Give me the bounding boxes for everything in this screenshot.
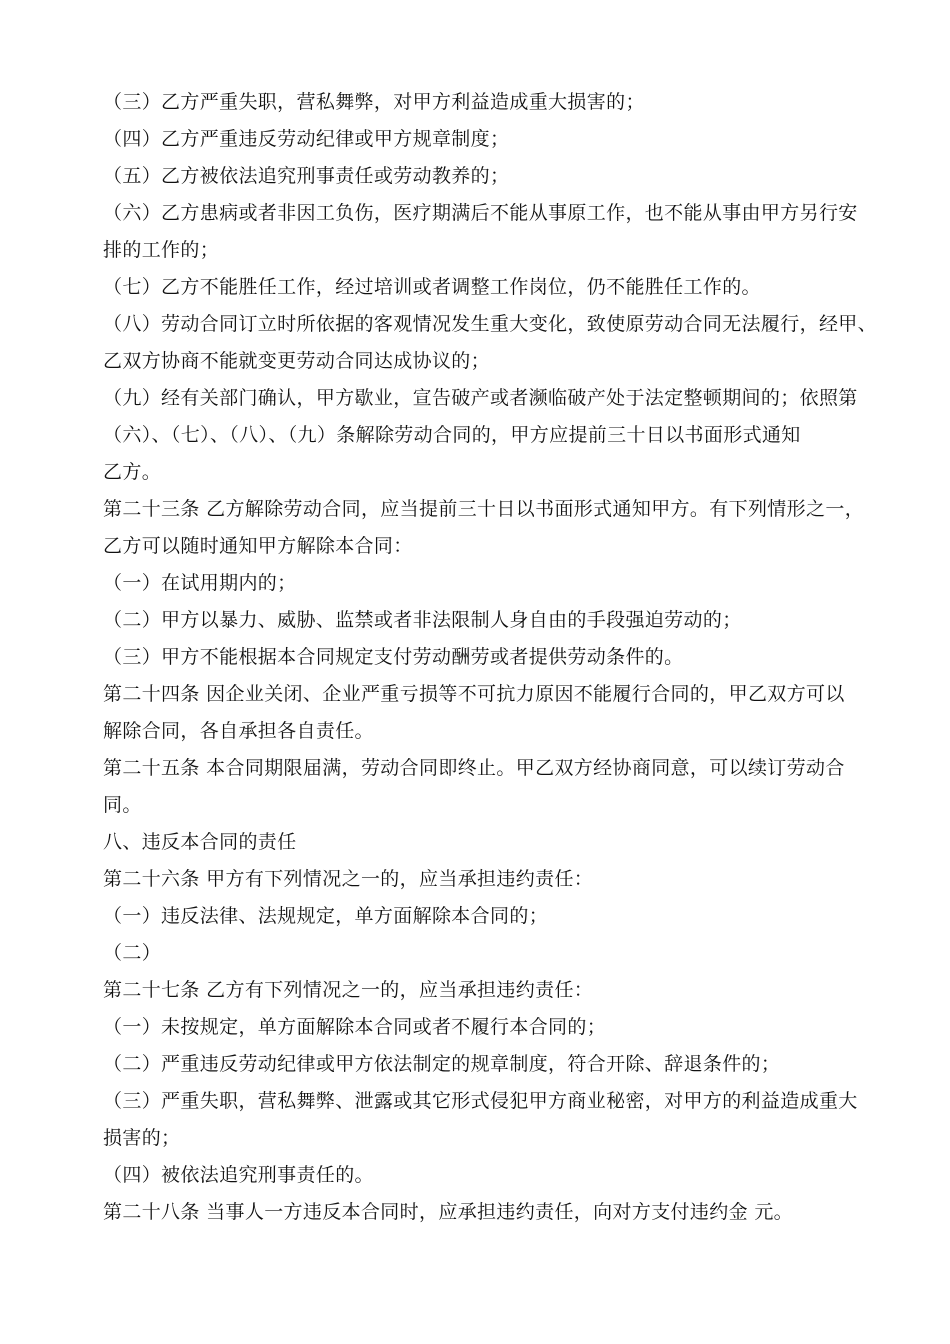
text-line: （四）被依法追究刑事责任的。 bbox=[103, 1164, 374, 1186]
text-line: 损害的； bbox=[103, 1127, 181, 1149]
text-line: （九）经有关部门确认，甲方歇业，宣告破产或者濒临破产处于法定整顿期间的；依照第 bbox=[103, 387, 858, 409]
text-line: （八）劳动合同订立时所依据的客观情况发生重大变化，致使原劳动合同无法履行，经甲、 bbox=[103, 313, 878, 335]
text-line: （六）乙方患病或者非因工负伤，医疗期满后不能从事原工作，也不能从事由甲方另行安 bbox=[103, 202, 858, 224]
text-line: 排的工作的； bbox=[103, 239, 220, 261]
text-line: （六）、（七）、（八）、（九）条解除劳动合同的，甲方应提前三十日以书面形式通知 bbox=[103, 424, 801, 446]
text-line: 同。 bbox=[103, 794, 142, 816]
text-line: （三）严重失职，营私舞弊、泄露或其它形式侵犯甲方商业秘密，对甲方的利益造成重大 bbox=[103, 1090, 858, 1112]
article-28-line: 第二十八条 当事人一方违反本合同时，应承担违约责任，向对方支付违约金 元。 bbox=[103, 1201, 794, 1223]
text-line: （三）甲方不能根据本合同规定支付劳动酬劳或者提供劳动条件的。 bbox=[103, 646, 684, 668]
article-24-line: 第二十四条 因企业关闭、企业严重亏损等不可抗力原因不能履行合同的，甲乙双方可以 bbox=[103, 683, 845, 705]
text-line: 乙双方协商不能就变更劳动合同达成协议的； bbox=[103, 350, 491, 372]
text-line: （二）严重违反劳动纪律或甲方依法制定的规章制度，符合开除、辞退条件的； bbox=[103, 1053, 781, 1075]
article-27-line: 第二十七条 乙方有下列情况之一的，应当承担违约责任： bbox=[103, 979, 594, 1001]
text-line: （二） bbox=[103, 942, 162, 964]
section-heading: 八、违反本合同的责任 bbox=[103, 831, 297, 853]
text-line: （四）乙方严重违反劳动纪律或甲方规章制度； bbox=[103, 128, 510, 150]
article-26-line: 第二十六条 甲方有下列情况之一的，应当承担违约责任： bbox=[103, 868, 594, 890]
article-25-line: 第二十五条 本合同期限届满，劳动合同即终止。甲乙双方经协商同意，可以续订劳动合 bbox=[103, 757, 845, 779]
text-line: （一）在试用期内的； bbox=[103, 572, 297, 594]
text-line: 乙方。 bbox=[103, 461, 162, 483]
text-line: （一）未按规定，单方面解除本合同或者不履行本合同的； bbox=[103, 1016, 607, 1038]
text-line: 乙方可以随时通知甲方解除本合同： bbox=[103, 535, 413, 557]
text-line: （五）乙方被依法追究刑事责任或劳动教养的； bbox=[103, 165, 510, 187]
text-line: （三）乙方严重失职，营私舞弊，对甲方利益造成重大损害的； bbox=[103, 91, 645, 113]
article-23-line: 第二十三条 乙方解除劳动合同，应当提前三十日以书面形式通知甲方。有下列情形之一， bbox=[103, 498, 865, 520]
text-line: （二）甲方以暴力、威胁、监禁或者非法限制人身自由的手段强迫劳动的； bbox=[103, 609, 742, 631]
text-line: （一）违反法律、法规规定，单方面解除本合同的； bbox=[103, 905, 549, 927]
text-line: 解除合同，各自承担各自责任。 bbox=[103, 720, 374, 742]
text-line: （七）乙方不能胜任工作，经过培训或者调整工作岗位，仍不能胜任工作的。 bbox=[103, 276, 761, 298]
